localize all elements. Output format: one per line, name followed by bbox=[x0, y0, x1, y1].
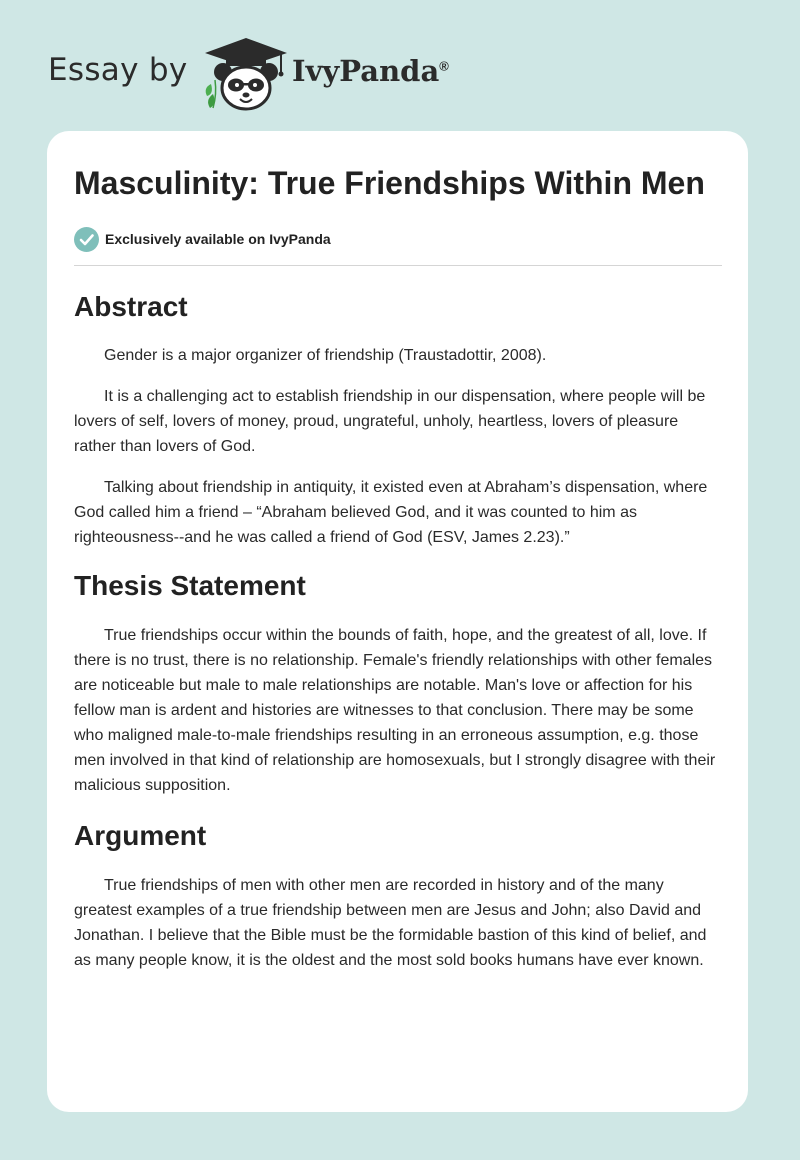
section-abstract bbox=[74, 290, 722, 550]
paragraph: True friendships occur within the bounds of faith, hope, and the greatest of all, love. If there is no trust, there is no relationship. Female's friendly relationships with other females are noticeable but male to male relationships are notable. Man's love or affection for his fellow man is ardent and histories are witnesses to that conclusion. There may be some who maligned male-to-male friendships resulting in an erroneous assumption, e.g. those men involved in that kind of relationship are homosexuals, but I strongly disagree with their malicious supposition. bbox=[74, 627, 716, 794]
article-title: Masculinity: True Friendships Within Men bbox=[74, 165, 705, 201]
article-card bbox=[47, 131, 748, 1112]
panda-graduate-icon bbox=[201, 36, 291, 112]
paragraph: Talking about friendship in antiquity, it existed even at Abraham’s dispensation, where God called him a friend – “Abraham believed God, and it was counted to him as righteousness--and he was called a friend of God (ESV, James 2.23).” bbox=[74, 479, 708, 546]
brand-prefix: Essay by bbox=[48, 52, 188, 88]
brand-header[interactable] bbox=[48, 34, 548, 114]
exclusive-text: Exclusively available on IvyPanda bbox=[105, 231, 331, 247]
section-heading: Thesis Statement bbox=[74, 570, 306, 601]
paragraph: It is a challenging act to establish friendship in our dispensation, where people will be lovers of self, lovers of money, proud, ungrateful, unholy, heartless, lovers of pleasure rather than lovers of God. bbox=[74, 388, 706, 455]
title-divider bbox=[74, 265, 722, 266]
brand-name: IvyPanda® bbox=[292, 54, 449, 88]
section-argument bbox=[74, 819, 722, 973]
paragraph: Gender is a major organizer of friendship (Traustadottir, 2008). bbox=[104, 347, 547, 364]
check-circle-icon bbox=[74, 227, 99, 252]
section-heading: Argument bbox=[74, 820, 207, 851]
section-heading: Abstract bbox=[74, 291, 188, 322]
section-thesis-statement bbox=[74, 569, 722, 798]
exclusive-badge bbox=[74, 226, 722, 252]
paragraph: True friendships of men with other men are recorded in history and of the many greatest examples of a true friendship between men are Jesus and John; also David and Jonathan. I believe that the Bible must be the formidable bastion of this kind of belief, and as many people know, it is the oldest and the most sold books humans have ever known. bbox=[74, 877, 707, 969]
